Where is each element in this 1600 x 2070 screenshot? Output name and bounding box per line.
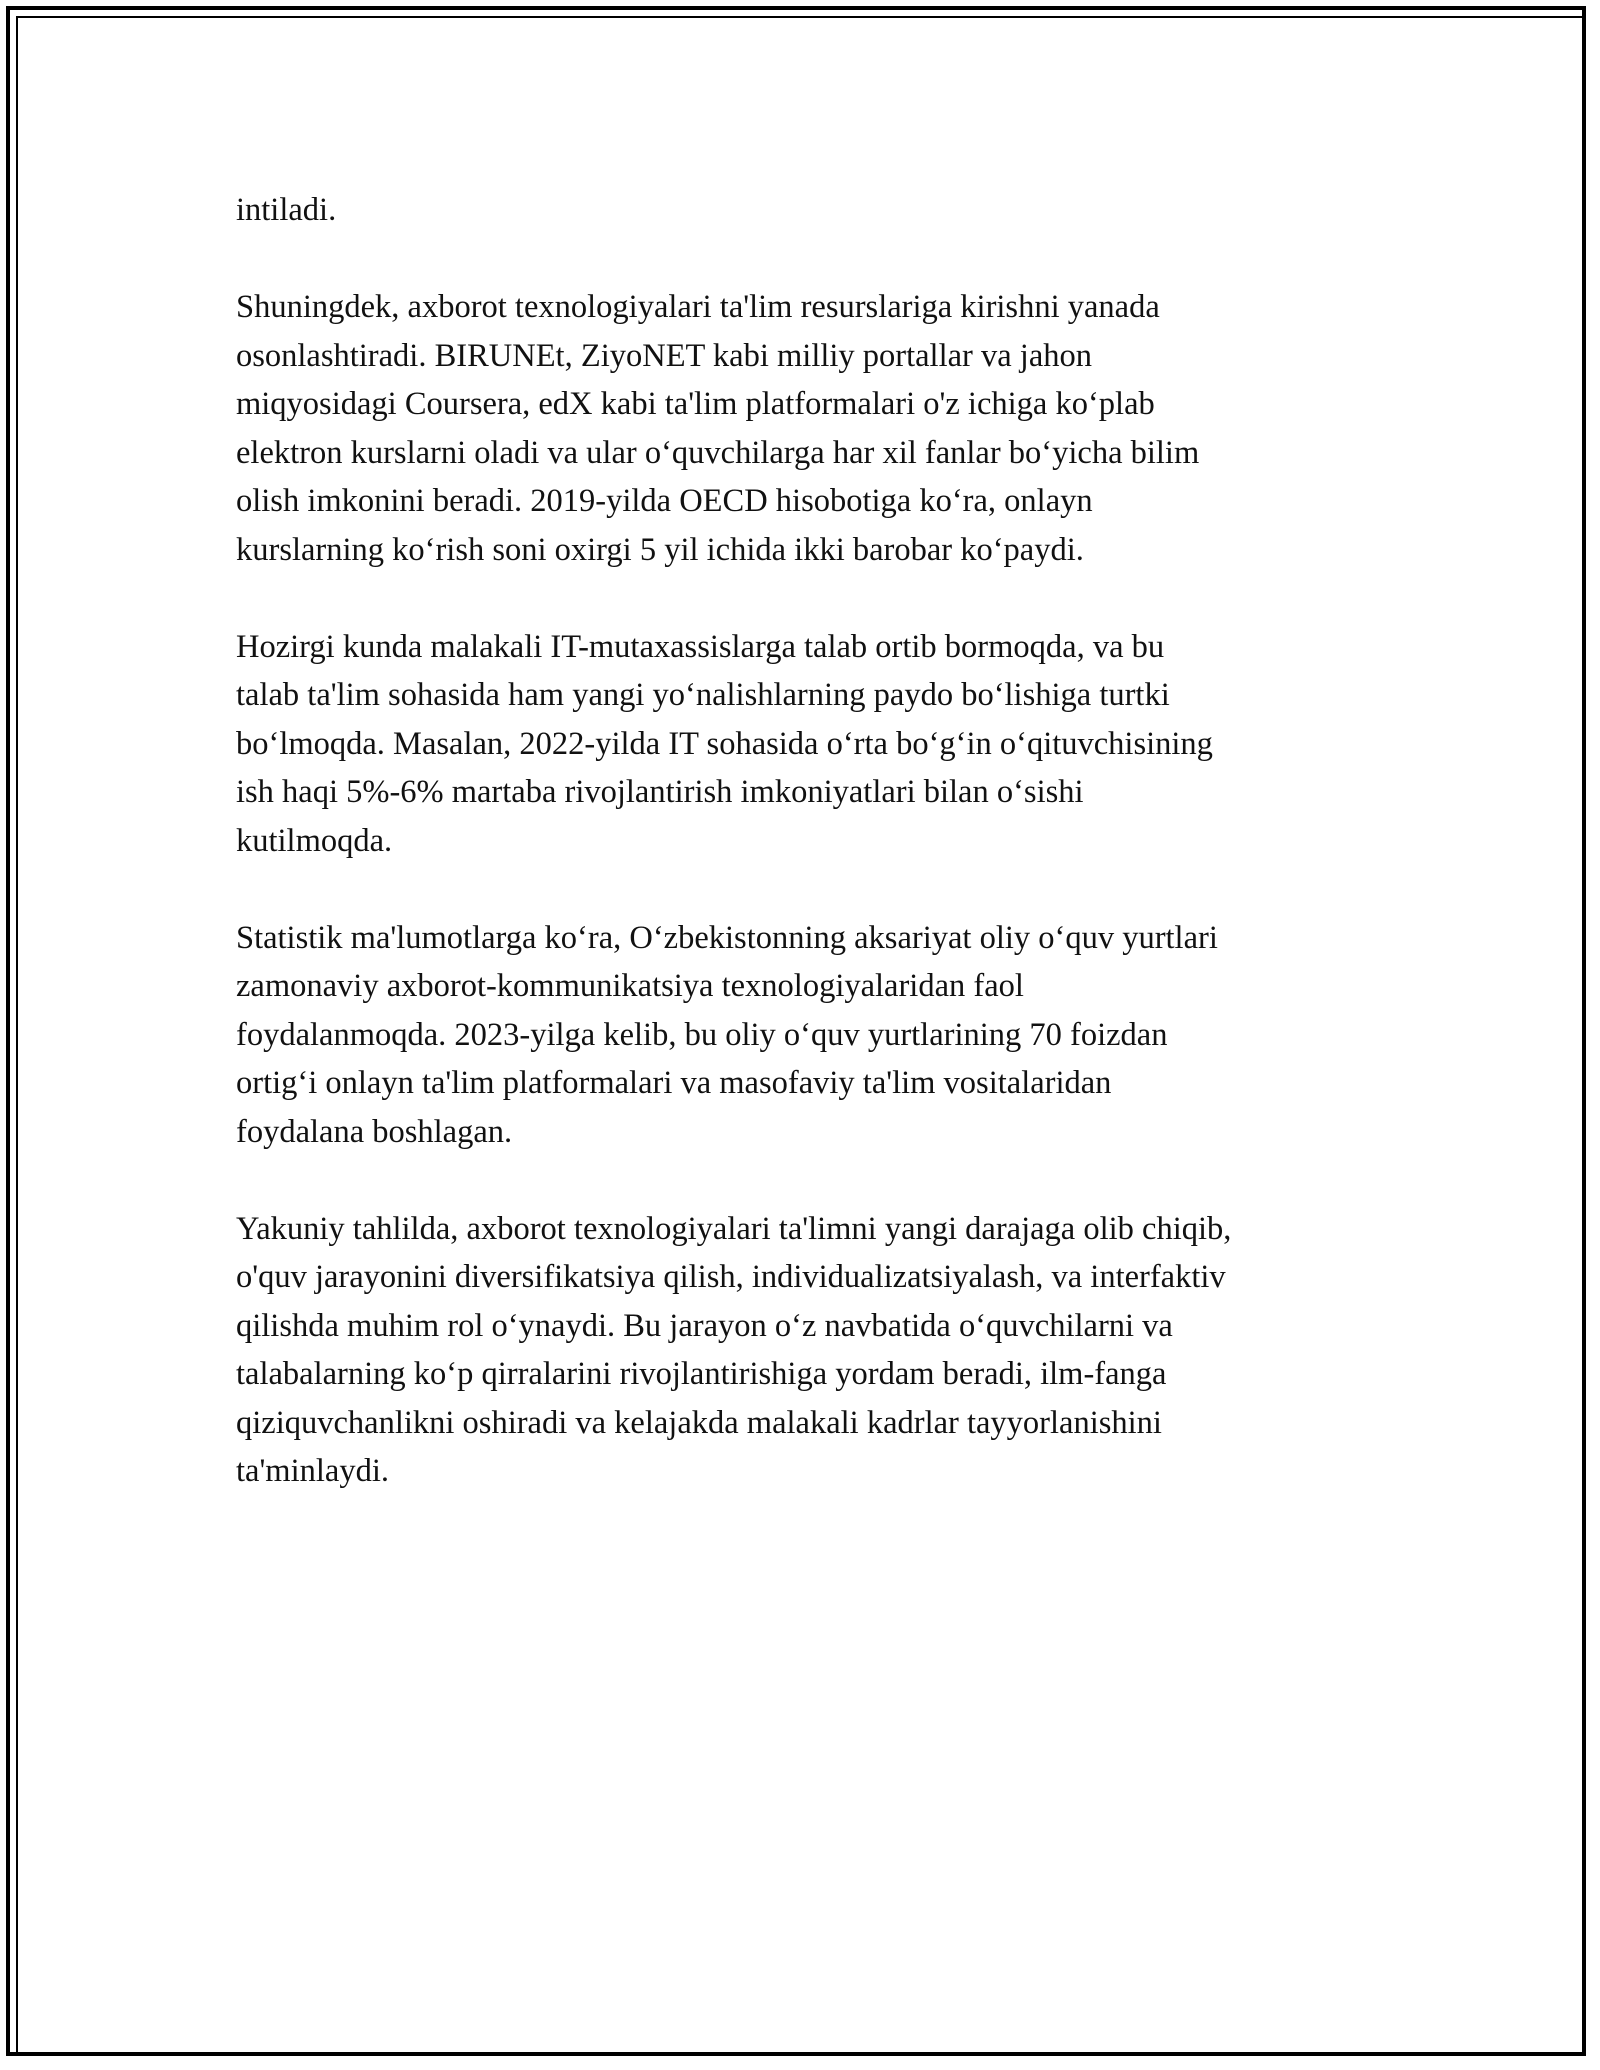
text-line: kurslarning koʻrish soni oxirgi 5 yil ichida ikki barobar koʻpaydi. (236, 531, 1084, 568)
text-line: olish imkonini beradi. 2019-yilda OECD hisobotiga koʻra, onlayn (236, 483, 1093, 519)
paragraph-5 (236, 1205, 1386, 1496)
text-line: ish haqi 5%-6% martaba rivojlantirish imkoniyatlari bilan oʻsishi (236, 774, 1084, 810)
text-line: talab ta'lim sohasida ham yangi yoʻnalishlarning paydo boʻlishiga turtki (236, 677, 1170, 713)
document-body (236, 186, 1386, 1544)
text-line: foydalana boshlagan. (236, 1113, 513, 1150)
paragraph-1 (236, 186, 1386, 235)
text-line: intiladi. (236, 192, 337, 228)
text-line: Shuningdek, axborot texnologiyalari ta'lim resurslariga kirishni yanada (236, 289, 1160, 325)
text-line: kutilmoqda. (236, 822, 393, 859)
paragraph-3 (236, 623, 1386, 866)
text-line: o'quv jarayonini diversifikatsiya qilish, individualizatsiyalash, va interfaktiv (236, 1259, 1226, 1295)
text-line: ortigʻi onlayn ta'lim platformalari va masofaviy ta'lim vositalaridan (236, 1065, 1112, 1101)
text-line: foydalanmoqda. 2023-yilga kelib, bu oliy oʻquv yurtlarining 70 foizdan (236, 1016, 1168, 1053)
paragraph-4 (236, 914, 1386, 1157)
text-line: osonlashtiradi. BIRUNEt, ZiyoNET kabi milliy portallar va jahon (236, 337, 1092, 374)
paragraph-2 (236, 283, 1386, 574)
text-line: elektron kurslarni oladi va ular oʻquvchilarga har xil fanlar boʻyicha bilim (236, 434, 1200, 471)
text-line: Yakuniy tahlilda, axborot texnologiyalari ta'limni yangi darajaga olib chiqib, (236, 1210, 1232, 1247)
text-line: miqyosidagi Coursera, edX kabi ta'lim platformalari o'z ichiga koʻplab (236, 386, 1155, 422)
text-line: Statistik ma'lumotlarga koʻra, Oʻzbekistonning aksariyat oliy oʻquv yurtlari (236, 919, 1218, 956)
text-line: ta'minlaydi. (236, 1453, 389, 1489)
text-line: zamonaviy axborot-kommunikatsiya texnologiyalaridan faol (236, 968, 1024, 1004)
text-line: boʻlmoqda. Masalan, 2022-yilda IT sohasida oʻrta boʻgʻin oʻqituvchisining (236, 725, 1213, 762)
text-line: qiziquvchanlikni oshiradi va kelajakda malakali kadrlar tayyorlanishini (236, 1404, 1162, 1441)
text-line: talabalarning koʻp qirralarini rivojlantirishiga yordam beradi, ilm-fanga (236, 1356, 1167, 1392)
text-line: qilishda muhim rol oʻynaydi. Bu jarayon oʻz navbatida oʻquvchilarni va (236, 1307, 1173, 1344)
text-line: Hozirgi kunda malakali IT-mutaxassislarga talab ortib bormoqda, va bu (236, 628, 1165, 665)
